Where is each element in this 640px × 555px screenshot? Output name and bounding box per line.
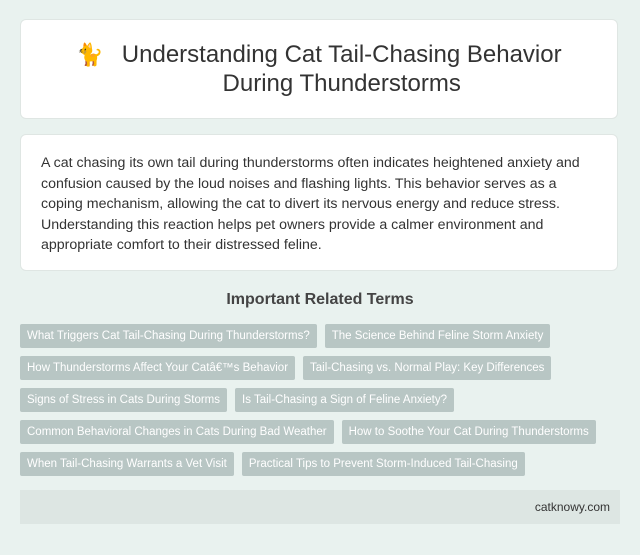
description-card xyxy=(20,134,618,271)
related-term-tag[interactable]: How to Soothe Your Cat During Thunderstorms xyxy=(342,420,596,444)
related-term-tag[interactable]: How Thunderstorms Affect Your Catâ€™s Behavior xyxy=(20,356,295,380)
tag-row xyxy=(20,388,620,412)
tag-row xyxy=(20,324,620,348)
related-terms-list xyxy=(20,324,620,484)
related-term-tag[interactable]: What Triggers Cat Tail-Chasing During Thunderstorms? xyxy=(20,324,317,348)
tag-row xyxy=(20,420,620,444)
related-term-tag[interactable]: Practical Tips to Prevent Storm-Induced Tail-Chasing xyxy=(242,452,525,476)
tag-row xyxy=(20,356,620,380)
related-term-tag[interactable]: Tail-Chasing vs. Normal Play: Key Differences xyxy=(303,356,551,380)
page-title-line2: During Thunderstorms xyxy=(222,70,461,97)
title-card xyxy=(20,19,618,119)
page-title xyxy=(122,40,562,98)
related-term-tag[interactable]: Is Tail-Chasing a Sign of Feline Anxiety? xyxy=(235,388,454,412)
footer-site-link[interactable]: catknowy.com xyxy=(534,500,610,514)
title-wrap xyxy=(76,40,561,98)
related-term-tag[interactable]: Signs of Stress in Cats During Storms xyxy=(20,388,227,412)
related-terms-heading: Important Related Terms xyxy=(226,291,414,308)
cat-icon: 🐈 xyxy=(76,42,104,67)
page-title-line1: Understanding Cat Tail-Chasing Behavior xyxy=(121,41,562,68)
footer xyxy=(20,490,620,524)
related-term-tag[interactable]: When Tail-Chasing Warrants a Vet Visit xyxy=(20,452,234,476)
related-term-tag[interactable]: The Science Behind Feline Storm Anxiety xyxy=(325,324,551,348)
tag-row xyxy=(20,452,620,476)
related-term-tag[interactable]: Common Behavioral Changes in Cats During Bad Weather xyxy=(20,420,334,444)
description-text: A cat chasing its own tail during thunderstorms often indicates heightened anxiety and confusion caused by the loud noises and flashing lights. This behavior serves as a coping mechanism, allowing the cat to divert its nervous energy and reduce stress. Understanding this reaction helps pet owners provide a calmer environment and appropriate comfort to their distressed feline. xyxy=(41,155,580,253)
